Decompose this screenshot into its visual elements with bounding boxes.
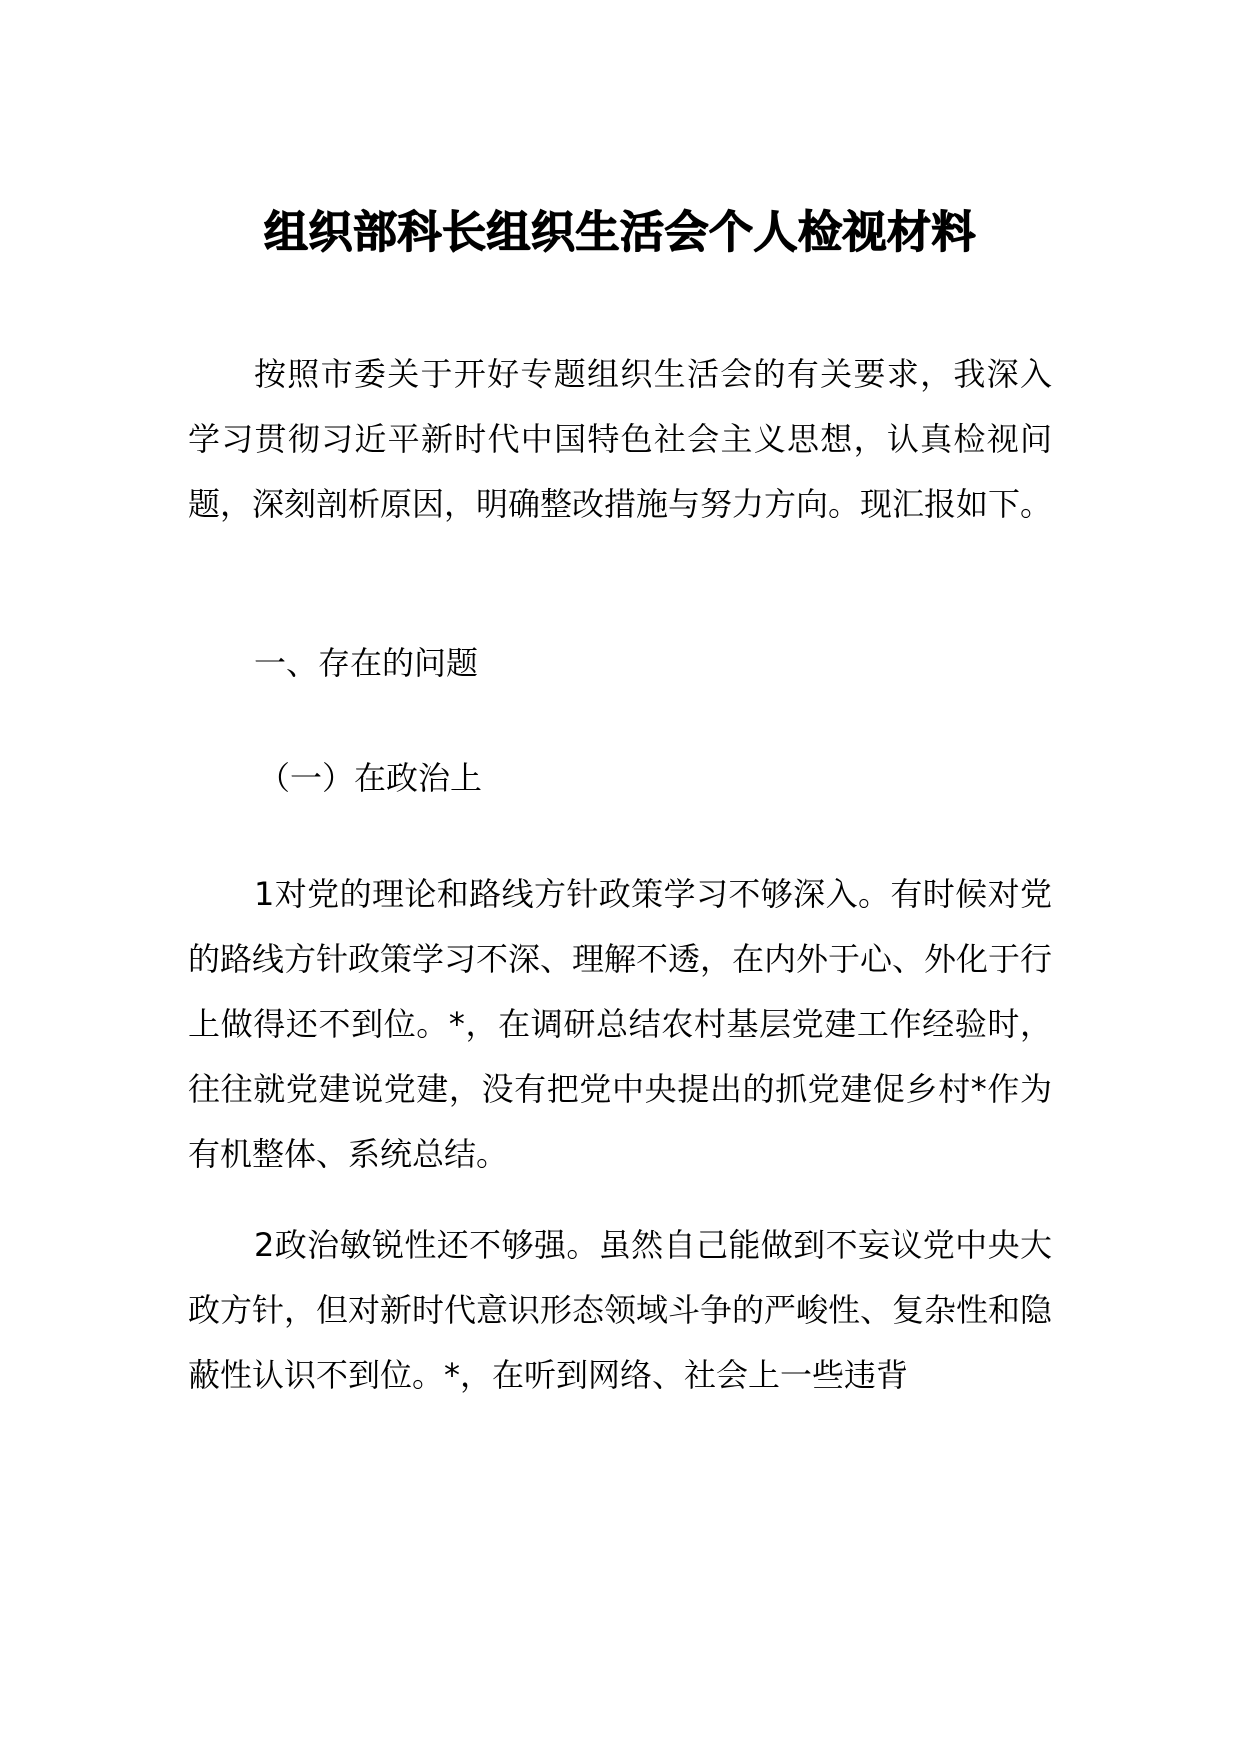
item-paragraph-2: 2政治敏锐性还不够强。虽然自己能做到不妄议党中央大政方针，但对新时代意识形态领域斗争的严峻性、复杂性和隐蔽性认识不到位。*，在听到网络、社会上一些违背 <box>188 1226 1053 1394</box>
intro-paragraph-block <box>188 342 1052 537</box>
item-2-block <box>188 1213 1052 1408</box>
document-title: 组织部科长组织生活会个人检视材料 <box>264 207 976 258</box>
intro-paragraph: 按照市委关于开好专题组织生活会的有关要求，我深入学习贯彻习近平新时代中国特色社会主义思想，认真检视问题，深刻剖析原因，明确整改措施与努力方向。现汇报如下。 <box>188 355 1053 523</box>
item-paragraph-1: 1对党的理论和路线方针政策学习不够深入。有时候对党的路线方针政策学习不深、理解不透，在内外于心、外化于行上做得还不到位。*，在调研总结农村基层党建工作经验时，往往就党建说党建，没有把党中央提出的抓党建促乡村*作为有机整体、系统总结。 <box>188 875 1053 1173</box>
subsection-heading-political: （一）在政治上 <box>258 759 483 797</box>
item-1-block <box>188 862 1052 1187</box>
section-heading-problems: 一、存在的问题 <box>254 644 479 682</box>
